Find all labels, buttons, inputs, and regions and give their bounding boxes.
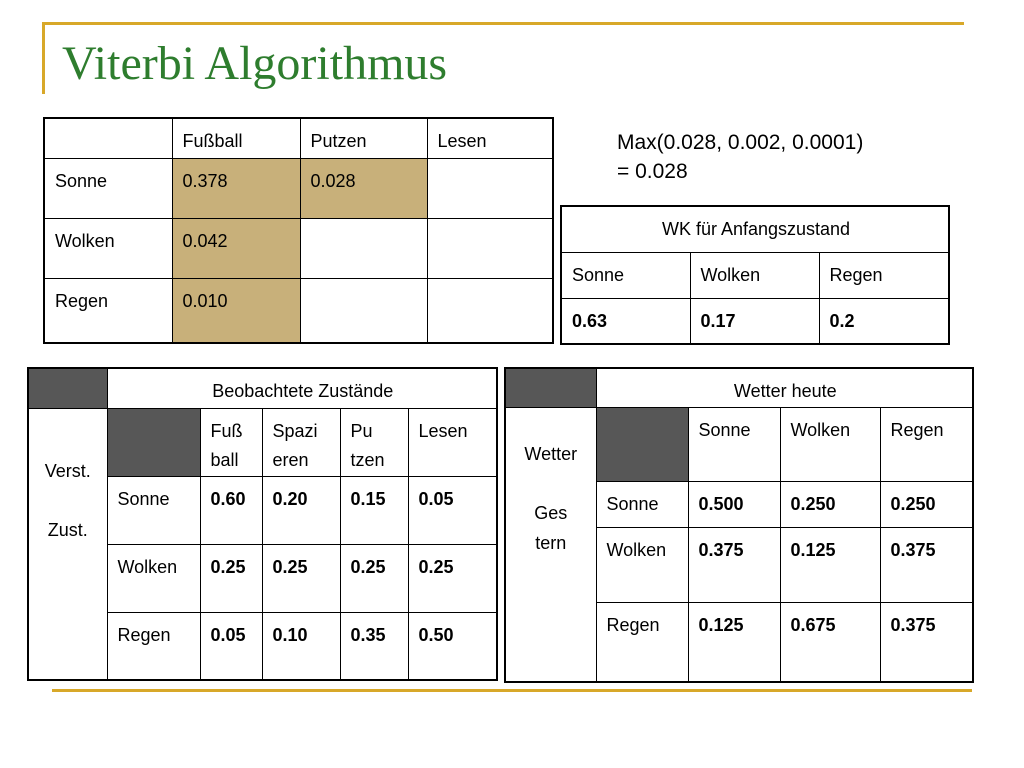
probability-cell: 0.125 <box>780 527 880 602</box>
row-label: Sonne <box>44 158 172 218</box>
title-accent-vertical-rule <box>42 22 45 94</box>
column-header: Pu tzen <box>340 408 408 476</box>
empty-cell <box>427 278 553 343</box>
column-header: Fuß ball <box>200 408 262 476</box>
probability-cell: 0.60 <box>200 476 262 544</box>
column-header: Lesen <box>427 118 553 158</box>
probability-cell: 0.250 <box>780 481 880 527</box>
viterbi-delta-table <box>43 117 554 344</box>
probability-cell: 0.375 <box>880 602 973 682</box>
transition-probability-table <box>504 367 974 683</box>
probability-cell: 0.375 <box>880 527 973 602</box>
row-label: Regen <box>44 278 172 343</box>
row-label: Wolken <box>596 527 688 602</box>
probability-cell: 0.25 <box>340 544 408 612</box>
side-label-line: Wetter <box>524 443 578 464</box>
column-header: Sonne <box>688 407 780 481</box>
table-caption: WK für Anfangszustand <box>561 206 949 252</box>
side-label-line: Ges <box>534 503 568 524</box>
side-label-line: Verst. <box>44 460 91 481</box>
table-caption: Wetter heute <box>596 368 973 407</box>
initial-probability-table <box>560 205 950 345</box>
row-label: Regen <box>107 612 200 680</box>
row-label: Wolken <box>44 218 172 278</box>
column-header: Lesen <box>408 408 497 476</box>
probability-cell: 0.50 <box>408 612 497 680</box>
column-header: Regen <box>880 407 973 481</box>
title-accent-horizontal-rule <box>42 22 964 25</box>
probability-cell: 0.10 <box>262 612 340 680</box>
probability-cell: 0.125 <box>688 602 780 682</box>
side-label-cell <box>28 408 107 680</box>
header-fill-cell <box>596 407 688 481</box>
empty-cell <box>300 278 427 343</box>
probability-cell: 0.05 <box>408 476 497 544</box>
empty-cell <box>427 158 553 218</box>
row-label: Sonne <box>107 476 200 544</box>
probability-cell: 0.675 <box>780 602 880 682</box>
highlighted-cell: 0.010 <box>172 278 300 343</box>
probability-cell: 0.2 <box>819 298 949 344</box>
probability-cell: 0.375 <box>688 527 780 602</box>
column-header: Sonne <box>561 252 690 298</box>
column-header: Fußball <box>172 118 300 158</box>
highlighted-cell: 0.028 <box>300 158 427 218</box>
header-fill-cell <box>107 408 200 476</box>
probability-cell: 0.250 <box>880 481 973 527</box>
side-label-line: tern <box>535 533 567 554</box>
probability-cell: 0.25 <box>408 544 497 612</box>
column-header: Spazi eren <box>262 408 340 476</box>
probability-cell: 0.25 <box>200 544 262 612</box>
empty-cell <box>427 218 553 278</box>
probability-cell: 0.05 <box>200 612 262 680</box>
highlighted-cell: 0.378 <box>172 158 300 218</box>
footer-rule <box>52 689 972 692</box>
column-header: Regen <box>819 252 949 298</box>
emission-probability-table <box>27 367 498 681</box>
corner-cell <box>44 118 172 158</box>
side-label-cell <box>505 407 596 682</box>
probability-cell: 0.17 <box>690 298 819 344</box>
column-header: Wolken <box>690 252 819 298</box>
table-caption: Beobachtete Zustände <box>107 368 497 408</box>
side-label-line: Zust. <box>47 520 88 541</box>
probability-cell: 0.20 <box>262 476 340 544</box>
max-annotation-line-2: = 0.028 <box>617 160 688 184</box>
slide-title: Viterbi Algorithmus <box>62 37 448 90</box>
column-header: Wolken <box>780 407 880 481</box>
empty-cell <box>300 218 427 278</box>
highlighted-cell: 0.042 <box>172 218 300 278</box>
max-annotation <box>617 128 863 187</box>
probability-cell: 0.500 <box>688 481 780 527</box>
max-annotation-line-1: Max(0.028, 0.002, 0.0001) <box>617 131 864 154</box>
row-label: Regen <box>596 602 688 682</box>
corner-fill-cell <box>28 368 107 408</box>
probability-cell: 0.15 <box>340 476 408 544</box>
probability-cell: 0.63 <box>561 298 690 344</box>
corner-fill-cell <box>505 368 596 407</box>
column-header: Putzen <box>300 118 427 158</box>
probability-cell: 0.35 <box>340 612 408 680</box>
row-label: Wolken <box>107 544 200 612</box>
row-label: Sonne <box>596 481 688 527</box>
probability-cell: 0.25 <box>262 544 340 612</box>
